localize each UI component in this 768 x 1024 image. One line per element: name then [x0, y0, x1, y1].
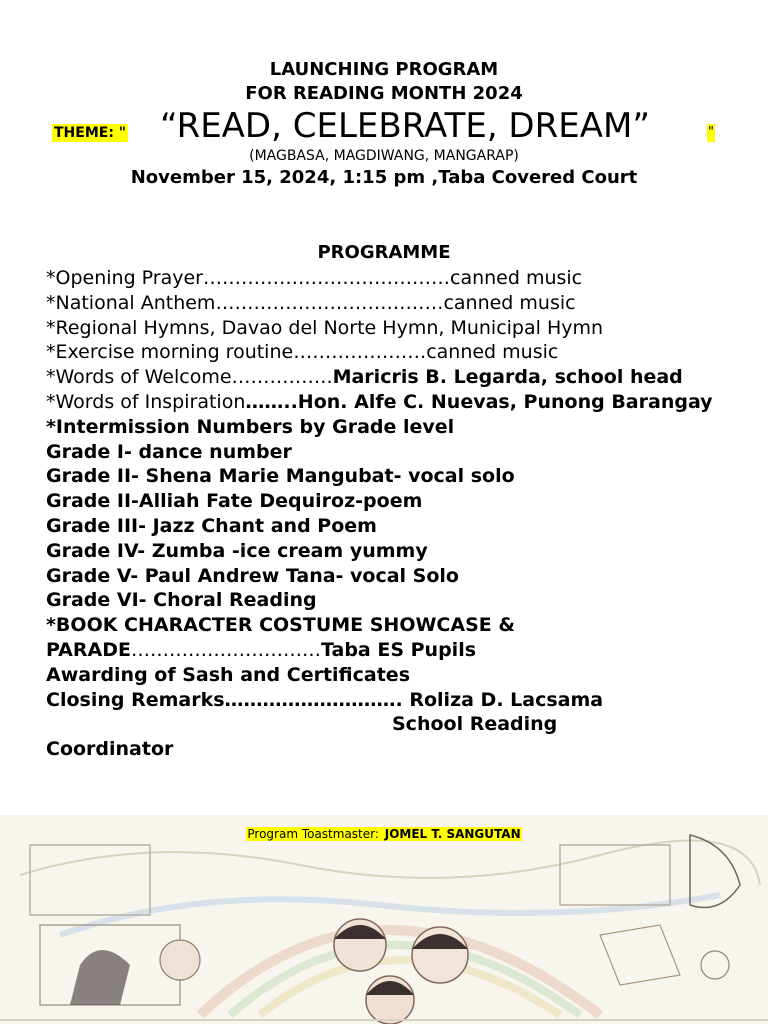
exercise-routine: *Exercise morning routine…………………canned music: [46, 341, 559, 364]
toastmaster-name: JOMEL T. SANGUTAN: [384, 827, 521, 841]
toastmaster-line: [0, 826, 768, 842]
program-header: [0, 58, 768, 190]
words-of-welcome: [46, 365, 736, 390]
toastmaster-label: Program Toastmaster:: [247, 827, 383, 841]
theme-text: “READ, CELEBRATE, DREAM”: [160, 106, 650, 146]
theme-label: THEME: ": [54, 125, 127, 141]
inspiration-speaker: ……..Hon. Alfe C. Nuevas, Punong Barangay: [245, 390, 713, 413]
parade-title: *BOOK CHARACTER COSTUME SHOWCASE &: [46, 614, 515, 637]
grade-item: Grade I- dance number: [46, 440, 292, 463]
closing-remarks: Closing Remarks………………………. Roliza D. Lacsama: [46, 688, 604, 711]
closing-role-2: Coordinator: [46, 738, 174, 761]
parade-dots: …………………………: [130, 638, 321, 661]
title-line-1: LAUNCHING PROGRAM: [269, 59, 499, 80]
welcome-speaker: Maricris B. Legarda, school head: [332, 366, 683, 389]
poster-drawing: [0, 815, 768, 1024]
grade-item: Grade II-Alliah Fate Dequiroz-poem: [46, 490, 423, 513]
national-anthem: *National Anthem………………………………canned music: [46, 291, 576, 314]
title-line-2: FOR READING MONTH 2024: [245, 83, 523, 104]
inspiration-prefix: *Words of Inspiration: [46, 390, 246, 413]
awarding: Awarding of Sash and Certificates: [46, 663, 410, 686]
parade-line: [46, 638, 736, 663]
programme-list: [46, 240, 736, 762]
grade-item: Grade VI- Choral Reading: [46, 589, 317, 612]
parade-performer: Taba ES Pupils: [320, 638, 477, 661]
intermission-heading: *Intermission Numbers by Grade level: [46, 415, 455, 438]
theme-subtitle: (MAGBASA, MAGDIWANG, MANGARAP): [249, 148, 519, 164]
regional-hymns: *Regional Hymns, Davao del Norte Hymn, Municipal Hymn: [46, 316, 604, 339]
parade-word: PARADE: [46, 638, 131, 661]
opening-prayer: *Opening Prayer…………………………………canned music: [46, 267, 583, 289]
grade-item: Grade IV- Zumba -ice cream yummy: [46, 539, 428, 562]
welcome-prefix: *Words of Welcome…………….: [46, 366, 333, 389]
programme-heading: PROGRAMME: [317, 242, 451, 263]
date-venue: November 15, 2024, 1:15 pm ,Taba Covered Court: [130, 167, 638, 188]
words-of-inspiration: [46, 390, 736, 415]
theme-row: [0, 106, 768, 144]
reading-month-poster-illustration: [0, 815, 768, 1024]
closing-role-1: School Reading: [392, 713, 558, 736]
theme-close-quote: ": [708, 125, 714, 140]
grade-item: Grade II- Shena Marie Mangubat- vocal solo: [46, 465, 515, 488]
grade-item: Grade V- Paul Andrew Tana- vocal Solo: [46, 564, 459, 587]
grade-item: Grade III- Jazz Chant and Poem: [46, 514, 377, 537]
